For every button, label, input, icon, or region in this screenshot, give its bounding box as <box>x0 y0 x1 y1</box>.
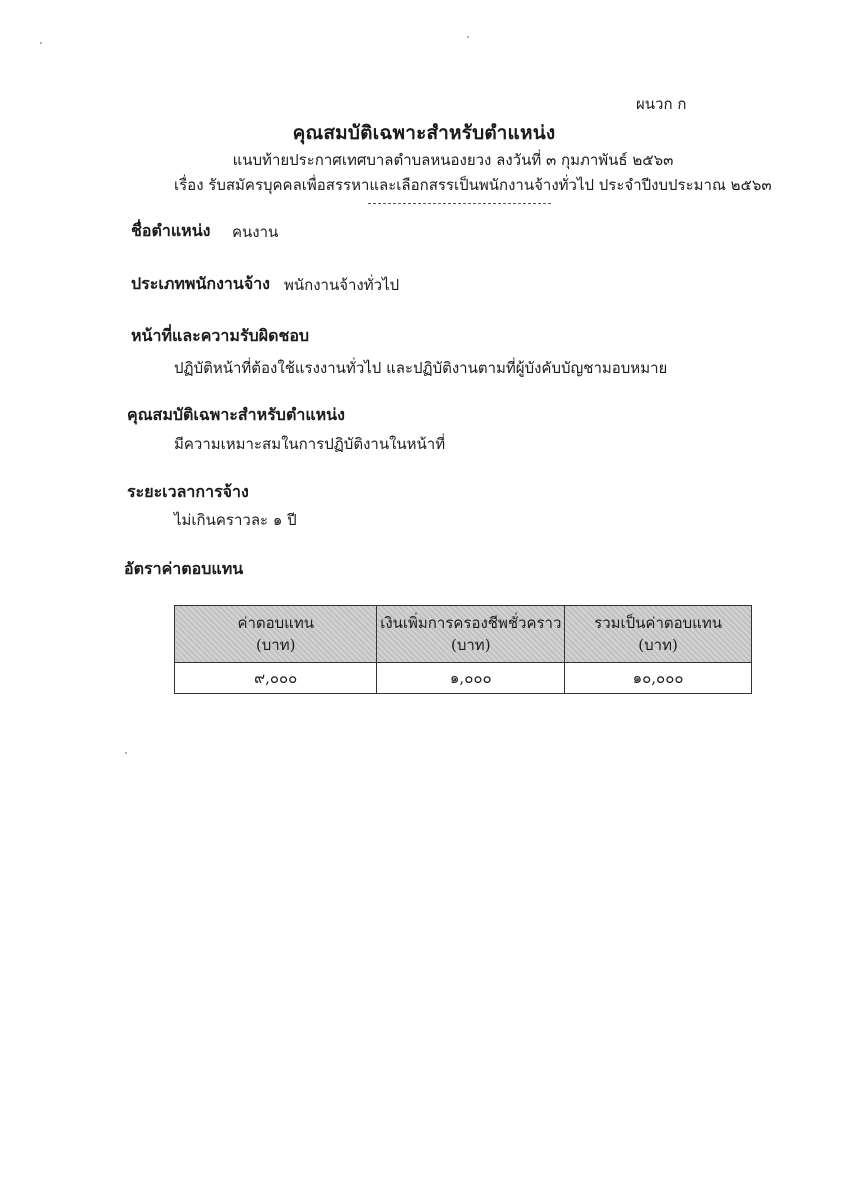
employment-period-label: ระยะเวลาการจ้าง <box>127 482 249 501</box>
compensation-label: อัตราค่าตอบแทน <box>124 559 244 578</box>
employee-type-value: พนักงานจ้างทั่วไป <box>284 276 400 294</box>
header-unit: (บาท) <box>451 636 491 654</box>
subtitle-line-1: แนบท้ายประกาศเทศบาลตำบลหนองยวง ลงวันที่ ๓ กุมภาพันธ์ ๒๕๖๓ <box>232 151 674 169</box>
cell-compensation: ๙,๐๐๐ <box>175 663 377 694</box>
annex-label: ผนวก ก <box>636 95 687 113</box>
cell-cost-of-living: ๑,๐๐๐ <box>377 663 565 694</box>
employment-period-value: ไม่เกินคราวละ ๑ ปี <box>174 511 297 529</box>
header-line: เงินเพิ่มการครองชีพชั่วคราว <box>380 614 562 632</box>
dashed-divider <box>368 203 551 204</box>
duties-value: ปฏิบัติหน้าที่ต้องใช้แรงงานทั่วไป และปฏิบัติงานตามที่ผู้บังคับบัญชามอบหมาย <box>174 359 668 377</box>
scan-speck <box>467 36 469 38</box>
position-label: ชื่อตำแหน่ง <box>131 221 211 240</box>
qualifications-value: มีความเหมาะสมในการปฏิบัติงานในหน้าที่ <box>174 435 446 453</box>
header-line: ค่าตอบแทน <box>237 614 314 632</box>
employee-type-label: ประเภทพนักงานจ้าง <box>131 274 270 293</box>
header-total <box>565 606 752 663</box>
header-unit: (บาท) <box>255 636 296 654</box>
table-row <box>175 663 752 694</box>
header-compensation <box>175 606 377 663</box>
table-header-row <box>175 606 752 663</box>
compensation-table <box>174 605 752 694</box>
header-unit: (บาท) <box>638 636 678 654</box>
scan-speck <box>40 42 42 44</box>
duties-label: หน้าที่และความรับผิดชอบ <box>131 326 310 345</box>
subtitle-line-2: เรื่อง รับสมัครบุคคลเพื่อสรรหาและเลือกสรรเป็นพนักงานจ้างทั่วไป ประจำปีงบประมาณ ๒๕๖๓ <box>174 176 772 194</box>
position-value: คนงาน <box>232 223 279 241</box>
header-line: รวมเป็นค่าตอบแทน <box>594 614 722 632</box>
document-title: คุณสมบัติเฉพาะสำหรับตำแหน่ง <box>292 122 556 144</box>
qualifications-label: คุณสมบัติเฉพาะสำหรับตำแหน่ง <box>127 405 345 424</box>
header-cost-of-living <box>377 606 565 663</box>
scan-speck <box>125 752 127 754</box>
cell-total: ๑๐,๐๐๐ <box>565 663 752 694</box>
